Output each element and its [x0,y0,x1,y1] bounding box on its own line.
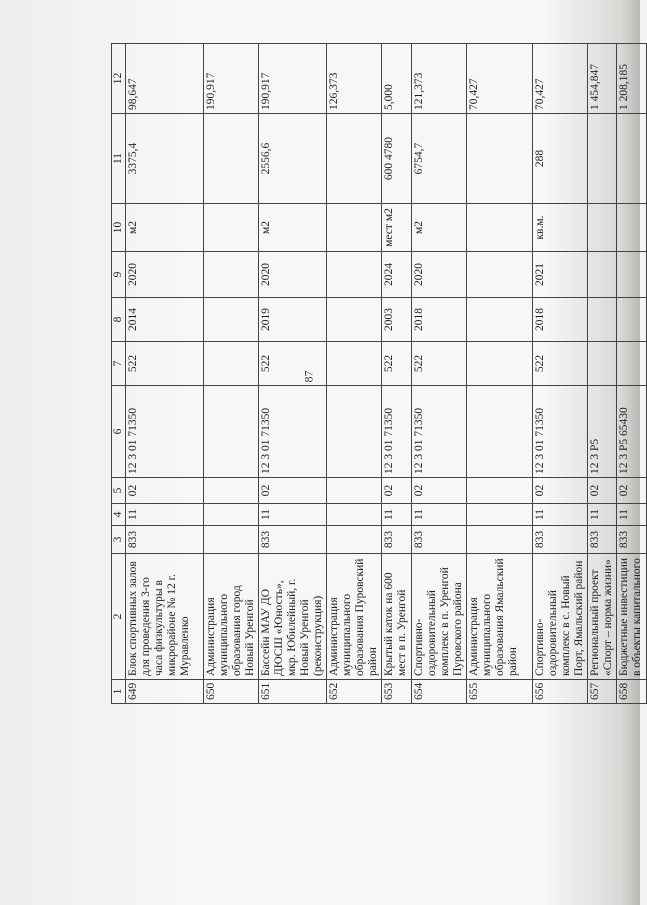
table-cell-no: 658 [617,680,647,704]
table-cell-c7: 522 [382,342,412,386]
table-cell-c6: 12 3 01 71350 [412,386,467,478]
table-cell-c6: 12 3 P5 65430 [617,386,647,478]
table-cell-c4: 11 [412,504,467,526]
table-header-row [112,44,126,704]
table-cell-c5 [327,478,382,504]
table-cell-c9 [327,252,382,298]
table-cell-c12: 1 208,185 [617,44,647,114]
table-cell-name: Региональный проект «Спорт – норма жизни» [588,554,617,680]
table-cell-c6: 12 3 01 71350 [126,386,204,478]
header-cell: 9 [112,252,126,298]
table-cell-c9 [467,252,533,298]
table-cell-c12: 190,917 [204,44,259,114]
budget-table [111,43,647,704]
table-cell-c4: 11 [126,504,204,526]
header-cell: 3 [112,526,126,554]
table-cell-c8 [204,298,259,342]
table-cell-c5 [467,478,533,504]
table-cell-c12: 70,427 [467,44,533,114]
table-cell-c11: 600 4780 [382,114,412,204]
table-cell-c5: 02 [412,478,467,504]
table-cell-c11 [467,114,533,204]
table-cell-c7 [204,342,259,386]
table-cell-c4: 11 [259,504,327,526]
table-cell-c9: 2021 [533,252,588,298]
table-cell-c4 [467,504,533,526]
table-cell-c11 [617,114,647,204]
header-cell: 4 [112,504,126,526]
table-cell-no: 654 [412,680,467,704]
table-cell-c4: 11 [533,504,588,526]
table-cell-c5: 02 [533,478,588,504]
table-cell-c11: 288 [533,114,588,204]
table-cell-name: Администрация муниципального образования Пуровский район [327,554,382,680]
table-cell-c12: 121,373 [412,44,467,114]
table-cell-c12: 126,373 [327,44,382,114]
table-cell-c7 [327,342,382,386]
table-cell-c12: 70,427 [533,44,588,114]
table-cell-c6: 12 3 01 71350 [533,386,588,478]
table-cell-name: Спортивно-оздоровительный комплекс в п. Уренгой Пуровского района [412,554,467,680]
table-cell-c10: м2 [259,204,327,252]
table-cell-c4: 11 [588,504,617,526]
table-cell-c8: 2019 [259,298,327,342]
page-number: 87 [301,370,316,383]
table-cell-c3 [204,526,259,554]
table-cell-c10: кв.м. [533,204,588,252]
table-cell-c7: 522 [533,342,588,386]
header-cell: 8 [112,298,126,342]
table-cell-c8 [327,298,382,342]
table-cell-c5 [204,478,259,504]
table-cell-c10: мест м2 [382,204,412,252]
table-cell-c4 [327,504,382,526]
table-row [617,44,647,704]
table-row [467,44,533,704]
table-cell-no: 652 [327,680,382,704]
table-cell-c4: 11 [617,504,647,526]
table-cell-name: Крытый каток на 600 мест в п. Уренгой [382,554,412,680]
table-cell-c12: 98,647 [126,44,204,114]
table-cell-c10: м2 [412,204,467,252]
table-cell-c8 [588,298,617,342]
table-cell-name: Блок спортивных залов для проведения 3-го часа физкультуры в микрорайоне № 12 г. Муравленко [126,554,204,680]
table-cell-c6 [467,386,533,478]
table-row [204,44,259,704]
table-cell-c3: 833 [617,526,647,554]
header-cell: 5 [112,478,126,504]
table-cell-c11 [327,114,382,204]
table-cell-c9 [588,252,617,298]
header-cell: 10 [112,204,126,252]
table-cell-c11 [204,114,259,204]
header-cell: 12 [112,44,126,114]
table-cell-c3: 833 [412,526,467,554]
header-cell: 1 [112,680,126,704]
table-cell-c4: 11 [382,504,412,526]
table-cell-c10 [327,204,382,252]
table-cell-c10 [588,204,617,252]
table-row [412,44,467,704]
table-cell-c3: 833 [382,526,412,554]
table-cell-c11: 6754,7 [412,114,467,204]
table-cell-c8 [467,298,533,342]
header-cell: 7 [112,342,126,386]
table-row [382,44,412,704]
table-cell-no: 649 [126,680,204,704]
table-cell-c7 [617,342,647,386]
table-cell-c8: 2003 [382,298,412,342]
table-cell-no: 650 [204,680,259,704]
table-cell-c10 [204,204,259,252]
table-row [533,44,588,704]
table-cell-no: 653 [382,680,412,704]
table-cell-c3: 833 [126,526,204,554]
table-cell-c6: 12 3 01 71350 [259,386,327,478]
table-cell-name: Бассейн МАУ ДО ДЮСШ «Юность», мкр. Юбилейный, г. Новый Уренгой (реконструкция) [259,554,327,680]
table-cell-c11 [588,114,617,204]
table-cell-c3 [327,526,382,554]
table-cell-c10 [617,204,647,252]
table-cell-c8: 2018 [412,298,467,342]
header-cell: 6 [112,386,126,478]
table-cell-c8: 2014 [126,298,204,342]
table-cell-c8: 2018 [533,298,588,342]
table-cell-c11: 3375,4 [126,114,204,204]
table-cell-c10 [467,204,533,252]
table-cell-c12: 1 454,847 [588,44,617,114]
table-cell-c7 [588,342,617,386]
table-cell-c9 [617,252,647,298]
table-cell-c5: 02 [382,478,412,504]
table-row [327,44,382,704]
table-cell-c9: 2024 [382,252,412,298]
table-cell-c6 [327,386,382,478]
table-cell-c11: 2556,6 [259,114,327,204]
table-cell-name: Бюджетные инвестиции в объекты капитального [617,554,647,680]
table-cell-c6 [204,386,259,478]
table-cell-c3: 833 [588,526,617,554]
table-cell-c6: 12 3 P5 [588,386,617,478]
table-row [126,44,204,704]
table-cell-c7 [467,342,533,386]
table-cell-c9: 2020 [412,252,467,298]
table-cell-c5: 02 [126,478,204,504]
table-cell-name: Спортивно-оздоровительный комплекс в с. Новый Порт, Ямальский район [533,554,588,680]
table-cell-c5: 02 [588,478,617,504]
table-cell-c3: 833 [259,526,327,554]
table-cell-c12: 5,000 [382,44,412,114]
rotated-table-frame [111,44,643,704]
header-cell: 2 [112,554,126,680]
table-cell-c9 [204,252,259,298]
table-cell-c7: 522 [126,342,204,386]
table-cell-no: 651 [259,680,327,704]
table-cell-no: 655 [467,680,533,704]
table-cell-c7: 522 [412,342,467,386]
table-cell-c9: 2020 [259,252,327,298]
table-cell-c3: 833 [533,526,588,554]
table-cell-c6: 12 3 01 71350 [382,386,412,478]
table-cell-c4 [204,504,259,526]
table-cell-c10: м2 [126,204,204,252]
table-row [259,44,327,704]
table-cell-c9: 2020 [126,252,204,298]
header-cell: 11 [112,114,126,204]
table-cell-c7: 522 [259,342,327,386]
table-cell-no: 656 [533,680,588,704]
table-cell-c8 [617,298,647,342]
table-cell-name: Администрация муниципального образования город Новый Уренгой [204,554,259,680]
table-cell-c3 [467,526,533,554]
table-row [588,44,617,704]
table-cell-no: 657 [588,680,617,704]
table-cell-c5: 02 [617,478,647,504]
table-cell-name: Администрация муниципального образования Ямальский район [467,554,533,680]
table-cell-c12: 190,917 [259,44,327,114]
table-cell-c5: 02 [259,478,327,504]
